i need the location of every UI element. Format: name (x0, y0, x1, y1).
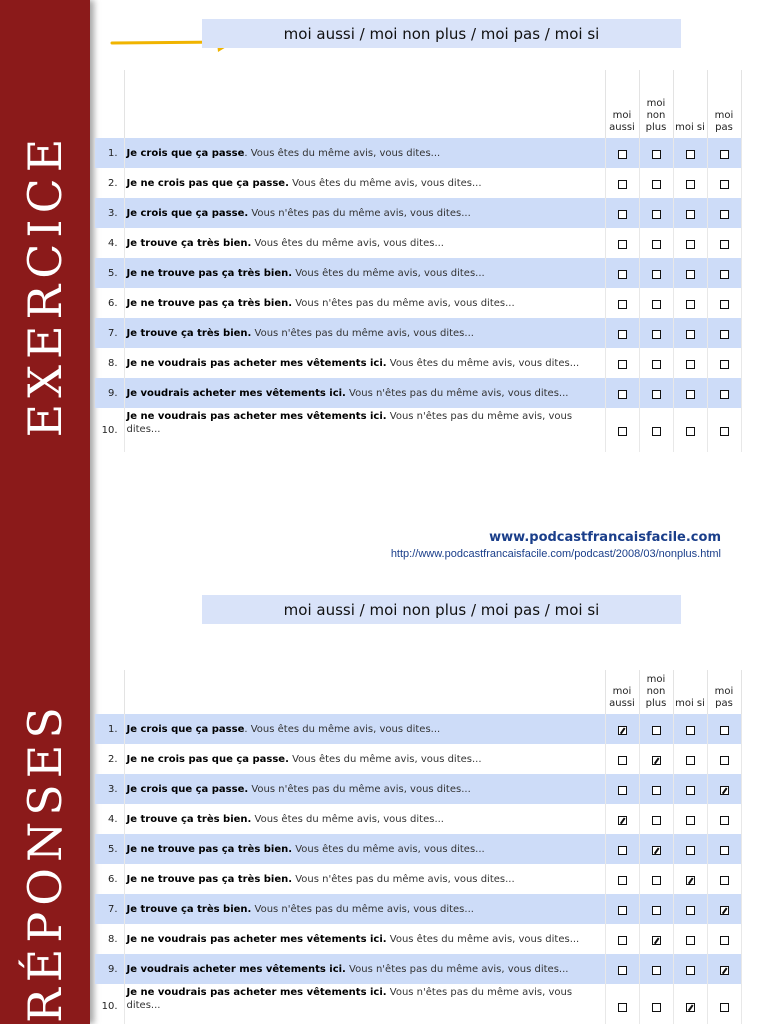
checkbox[interactable] (686, 300, 695, 309)
question-text (124, 288, 605, 318)
question-number: 9. (95, 378, 124, 408)
question-row (95, 804, 741, 834)
checkbox[interactable] (618, 936, 627, 945)
option-cell (639, 864, 673, 894)
question-row (95, 288, 741, 318)
option-cell (639, 228, 673, 258)
option-cell (639, 198, 673, 228)
question-statement: Je ne voudrais pas acheter mes vêtements ici. (126, 933, 387, 945)
exercice-label: EXERCICE (18, 132, 72, 438)
option-cell (605, 168, 639, 198)
question-text (124, 714, 605, 744)
col-moi-pas: moi pas (707, 70, 741, 138)
answers-title: moi aussi / moi non plus / moi pas / moi si (202, 595, 681, 624)
checkbox[interactable] (618, 210, 627, 219)
question-text (124, 138, 605, 168)
checkbox[interactable] (686, 786, 695, 795)
checkbox[interactable] (720, 300, 729, 309)
checkbox[interactable] (720, 390, 729, 399)
checkbox[interactable] (652, 1003, 661, 1012)
question-prompt: Vous n'êtes pas du même avis, vous dites... (126, 987, 573, 1011)
checkbox[interactable] (652, 330, 661, 339)
website-name[interactable]: www.podcastfrancaisfacile.com (489, 530, 721, 545)
option-cell (605, 864, 639, 894)
option-cell (605, 408, 639, 452)
option-cell (673, 834, 707, 864)
option-cell (673, 954, 707, 984)
option-cell (673, 864, 707, 894)
checkbox[interactable] (618, 270, 627, 279)
sidebar (0, 0, 90, 1024)
option-cell (605, 924, 639, 954)
option-cell (605, 348, 639, 378)
checked-checkbox[interactable] (686, 876, 695, 885)
checked-checkbox[interactable] (686, 1003, 695, 1012)
question-row (95, 348, 741, 378)
question-text (124, 348, 605, 378)
checkbox[interactable] (720, 210, 729, 219)
option-cell (605, 198, 639, 228)
checkbox[interactable] (720, 936, 729, 945)
option-cell (673, 924, 707, 954)
question-text (124, 774, 605, 804)
checkbox[interactable] (686, 180, 695, 189)
option-cell (707, 984, 741, 1024)
option-cell (605, 894, 639, 924)
question-row (95, 774, 741, 804)
option-cell (707, 408, 741, 452)
question-statement: Je crois que ça passe (126, 147, 245, 159)
question-statement: Je ne crois pas que ça passe. (126, 177, 289, 189)
option-cell (639, 714, 673, 744)
option-cell (707, 228, 741, 258)
option-cell (707, 258, 741, 288)
question-prompt: Vous êtes du même avis, vous dites... (251, 813, 444, 825)
checkbox[interactable] (618, 360, 627, 369)
question-number: 4. (95, 228, 124, 258)
checkbox[interactable] (652, 726, 661, 735)
question-number: 6. (95, 864, 124, 894)
option-cell (707, 138, 741, 168)
checkbox[interactable] (618, 300, 627, 309)
checkbox[interactable] (652, 240, 661, 249)
question-statement: Je ne trouve pas ça très bien. (126, 843, 293, 855)
header-row (95, 670, 741, 714)
question-prompt: Vous êtes du même avis, vous dites... (288, 177, 482, 189)
checkbox[interactable] (618, 180, 627, 189)
question-statement: Je ne trouve pas ça très bien. (126, 267, 293, 279)
question-number: 6. (95, 288, 124, 318)
option-cell (639, 894, 673, 924)
question-text (124, 378, 605, 408)
question-prompt: Vous n'êtes pas du même avis, vous dites... (248, 783, 471, 795)
question-row (95, 714, 741, 744)
question-text (124, 198, 605, 228)
checked-checkbox[interactable] (720, 966, 729, 975)
question-text (124, 984, 605, 1024)
question-row (95, 744, 741, 774)
question-statement: Je ne voudrais pas acheter mes vêtements ici. (126, 357, 387, 369)
checked-checkbox[interactable] (720, 906, 729, 915)
checkbox[interactable] (652, 906, 661, 915)
option-cell (673, 138, 707, 168)
checkbox[interactable] (686, 360, 695, 369)
checkbox[interactable] (618, 846, 627, 855)
option-cell (673, 804, 707, 834)
checkbox[interactable] (652, 360, 661, 369)
checkbox[interactable] (686, 906, 695, 915)
checkbox[interactable] (686, 240, 695, 249)
question-number: 2. (95, 744, 124, 774)
question-row (95, 318, 741, 348)
checkbox[interactable] (720, 150, 729, 159)
question-row (95, 408, 741, 452)
option-cell (673, 288, 707, 318)
option-cell (605, 288, 639, 318)
checkbox[interactable] (720, 427, 729, 436)
question-number: 7. (95, 894, 124, 924)
question-prompt: . Vous êtes du même avis, vous dites... (244, 147, 441, 159)
option-cell (673, 318, 707, 348)
option-cell (707, 714, 741, 744)
checkbox[interactable] (720, 180, 729, 189)
option-cell (673, 984, 707, 1024)
col-moi-non-plus: moi non plus (639, 670, 673, 714)
question-text (124, 228, 605, 258)
checkbox[interactable] (618, 966, 627, 975)
option-cell (605, 774, 639, 804)
question-statement: Je voudrais acheter mes vêtements ici. (126, 963, 346, 975)
col-moi-aussi: moi aussi (605, 670, 639, 714)
question-row (95, 954, 741, 984)
question-row (95, 198, 741, 228)
checkbox[interactable] (618, 150, 627, 159)
col-moi-si: moi si (673, 670, 707, 714)
option-cell (673, 894, 707, 924)
question-statement: Je trouve ça très bien. (126, 237, 252, 249)
checkbox[interactable] (686, 270, 695, 279)
checkbox[interactable] (720, 816, 729, 825)
checkbox[interactable] (652, 876, 661, 885)
option-cell (707, 744, 741, 774)
option-cell (707, 834, 741, 864)
checkbox[interactable] (686, 330, 695, 339)
option-cell (605, 258, 639, 288)
option-cell (707, 168, 741, 198)
question-number: 8. (95, 348, 124, 378)
option-cell (673, 744, 707, 774)
question-prompt: Vous n'êtes pas du même avis, vous dites... (292, 873, 515, 885)
option-cell (639, 138, 673, 168)
question-statement: Je crois que ça passe. (126, 783, 249, 795)
question-number: 5. (95, 834, 124, 864)
question-text (124, 834, 605, 864)
reponses-label: RÉPONSES (18, 701, 72, 1023)
checkbox[interactable] (652, 210, 661, 219)
checkbox[interactable] (720, 240, 729, 249)
col-moi-pas: moi pas (707, 670, 741, 714)
question-prompt: Vous êtes du même avis, vous dites... (292, 843, 485, 855)
checkbox[interactable] (720, 846, 729, 855)
checkbox[interactable] (720, 1003, 729, 1012)
question-prompt: Vous n'êtes pas du même avis, vous dites... (345, 963, 569, 975)
option-cell (707, 804, 741, 834)
question-statement: Je ne trouve pas ça très bien. (126, 297, 293, 309)
checkbox[interactable] (686, 150, 695, 159)
option-cell (605, 954, 639, 984)
checkbox[interactable] (720, 330, 729, 339)
question-number: 4. (95, 804, 124, 834)
question-text (124, 258, 605, 288)
question-statement: Je trouve ça très bien. (126, 327, 252, 339)
checkbox[interactable] (618, 876, 627, 885)
answers-table (95, 670, 742, 1024)
website-url[interactable]: http://www.podcastfrancaisfacile.com/podcast/2008/03/nonplus.html (390, 548, 721, 560)
checked-checkbox[interactable] (720, 786, 729, 795)
header-empty (95, 70, 124, 138)
checked-checkbox[interactable] (618, 726, 627, 735)
checkbox[interactable] (618, 1003, 627, 1012)
question-number: 7. (95, 318, 124, 348)
checkbox[interactable] (618, 786, 627, 795)
question-number: 10. (95, 984, 124, 1024)
question-prompt: Vous n'êtes pas du même avis, vous dites... (251, 327, 474, 339)
question-text (124, 804, 605, 834)
question-number: 8. (95, 924, 124, 954)
question-statement: Je trouve ça très bien. (126, 903, 252, 915)
option-cell (605, 378, 639, 408)
question-prompt: Vous êtes du même avis, vous dites... (386, 933, 580, 945)
question-text (124, 168, 605, 198)
question-prompt: Vous n'êtes pas du même avis, vous dites... (292, 297, 515, 309)
checkbox[interactable] (720, 270, 729, 279)
question-row (95, 924, 741, 954)
question-text (124, 924, 605, 954)
option-cell (673, 408, 707, 452)
question-text (124, 744, 605, 774)
option-cell (605, 228, 639, 258)
option-cell (639, 804, 673, 834)
question-statement: Je trouve ça très bien. (126, 813, 252, 825)
option-cell (605, 744, 639, 774)
option-cell (639, 954, 673, 984)
checkbox[interactable] (720, 756, 729, 765)
option-cell (707, 894, 741, 924)
option-cell (605, 834, 639, 864)
option-cell (707, 954, 741, 984)
checkbox[interactable] (652, 270, 661, 279)
question-number: 1. (95, 714, 124, 744)
header-empty (124, 70, 605, 138)
option-cell (673, 348, 707, 378)
question-row (95, 864, 741, 894)
option-cell (639, 318, 673, 348)
question-row (95, 378, 741, 408)
question-text (124, 318, 605, 348)
question-prompt: Vous êtes du même avis, vous dites... (288, 753, 482, 765)
question-statement: Je ne trouve pas ça très bien. (126, 873, 293, 885)
checked-checkbox[interactable] (652, 936, 661, 945)
checkbox[interactable] (618, 756, 627, 765)
option-cell (605, 318, 639, 348)
option-cell (639, 408, 673, 452)
header-row (95, 70, 741, 138)
checked-checkbox[interactable] (652, 756, 661, 765)
question-prompt: Vous n'êtes pas du même avis, vous dites... (345, 387, 569, 399)
question-number: 1. (95, 138, 124, 168)
header-empty (124, 670, 605, 714)
checkbox[interactable] (618, 330, 627, 339)
option-cell (639, 924, 673, 954)
question-prompt: Vous n'êtes pas du même avis, vous dites... (248, 207, 471, 219)
option-cell (707, 924, 741, 954)
question-prompt: Vous n'êtes pas du même avis, vous dites... (126, 411, 573, 435)
question-row (95, 894, 741, 924)
checkbox[interactable] (618, 240, 627, 249)
question-statement: Je crois que ça passe. (126, 207, 249, 219)
checkbox[interactable] (686, 846, 695, 855)
question-number: 5. (95, 258, 124, 288)
option-cell (707, 348, 741, 378)
checkbox[interactable] (652, 966, 661, 975)
question-text (124, 864, 605, 894)
option-cell (605, 714, 639, 744)
question-text (124, 954, 605, 984)
option-cell (605, 804, 639, 834)
checkbox[interactable] (618, 906, 627, 915)
question-statement: Je crois que ça passe (126, 723, 245, 735)
option-cell (673, 378, 707, 408)
option-cell (707, 198, 741, 228)
option-cell (673, 258, 707, 288)
option-cell (707, 774, 741, 804)
question-row (95, 168, 741, 198)
option-cell (639, 168, 673, 198)
question-statement: Je ne voudrais pas acheter mes vêtements ici. (126, 987, 387, 998)
option-cell (673, 198, 707, 228)
question-number: 2. (95, 168, 124, 198)
exercise-title: moi aussi / moi non plus / moi pas / moi si (202, 19, 681, 48)
checkbox[interactable] (686, 390, 695, 399)
checkbox[interactable] (652, 786, 661, 795)
option-cell (707, 318, 741, 348)
question-text (124, 894, 605, 924)
checkbox[interactable] (720, 360, 729, 369)
checkbox[interactable] (618, 390, 627, 399)
question-text (124, 408, 605, 452)
question-row (95, 984, 741, 1024)
checkbox[interactable] (686, 756, 695, 765)
question-statement: Je ne voudrais pas acheter mes vêtements ici. (126, 411, 387, 422)
col-moi-non-plus: moi non plus (639, 70, 673, 138)
question-prompt: Vous êtes du même avis, vous dites... (292, 267, 485, 279)
col-moi-aussi: moi aussi (605, 70, 639, 138)
checkbox[interactable] (652, 390, 661, 399)
option-cell (639, 258, 673, 288)
option-cell (673, 168, 707, 198)
question-prompt: Vous n'êtes pas du même avis, vous dites... (251, 903, 474, 915)
option-cell (673, 714, 707, 744)
question-row (95, 228, 741, 258)
question-row (95, 834, 741, 864)
option-cell (639, 348, 673, 378)
option-cell (639, 774, 673, 804)
checkbox[interactable] (652, 300, 661, 309)
checkbox[interactable] (686, 726, 695, 735)
question-statement: Je ne crois pas que ça passe. (126, 753, 289, 765)
option-cell (639, 288, 673, 318)
checked-checkbox[interactable] (618, 816, 627, 825)
option-cell (673, 774, 707, 804)
option-cell (605, 984, 639, 1024)
checkbox[interactable] (720, 876, 729, 885)
checkbox[interactable] (686, 936, 695, 945)
option-cell (707, 864, 741, 894)
option-cell (639, 744, 673, 774)
checkbox[interactable] (686, 210, 695, 219)
option-cell (605, 138, 639, 168)
option-cell (639, 378, 673, 408)
question-row (95, 138, 741, 168)
checkbox[interactable] (686, 427, 695, 436)
checkbox[interactable] (652, 427, 661, 436)
exercise-table (95, 70, 742, 452)
checkbox[interactable] (686, 966, 695, 975)
question-statement: Je voudrais acheter mes vêtements ici. (126, 387, 346, 399)
checkbox[interactable] (720, 726, 729, 735)
question-number: 9. (95, 954, 124, 984)
header-empty (95, 670, 124, 714)
col-moi-si: moi si (673, 70, 707, 138)
question-number: 3. (95, 774, 124, 804)
question-prompt: Vous êtes du même avis, vous dites... (251, 237, 444, 249)
question-row (95, 258, 741, 288)
checkbox[interactable] (652, 180, 661, 189)
checkbox[interactable] (652, 150, 661, 159)
question-number: 3. (95, 198, 124, 228)
question-prompt: . Vous êtes du même avis, vous dites... (244, 723, 441, 735)
question-prompt: Vous êtes du même avis, vous dites... (386, 357, 580, 369)
question-number: 10. (95, 408, 124, 452)
option-cell (639, 984, 673, 1024)
checked-checkbox[interactable] (652, 846, 661, 855)
option-cell (639, 834, 673, 864)
checkbox[interactable] (686, 816, 695, 825)
option-cell (707, 288, 741, 318)
option-cell (707, 378, 741, 408)
checkbox[interactable] (618, 427, 627, 436)
option-cell (673, 228, 707, 258)
checkbox[interactable] (652, 816, 661, 825)
